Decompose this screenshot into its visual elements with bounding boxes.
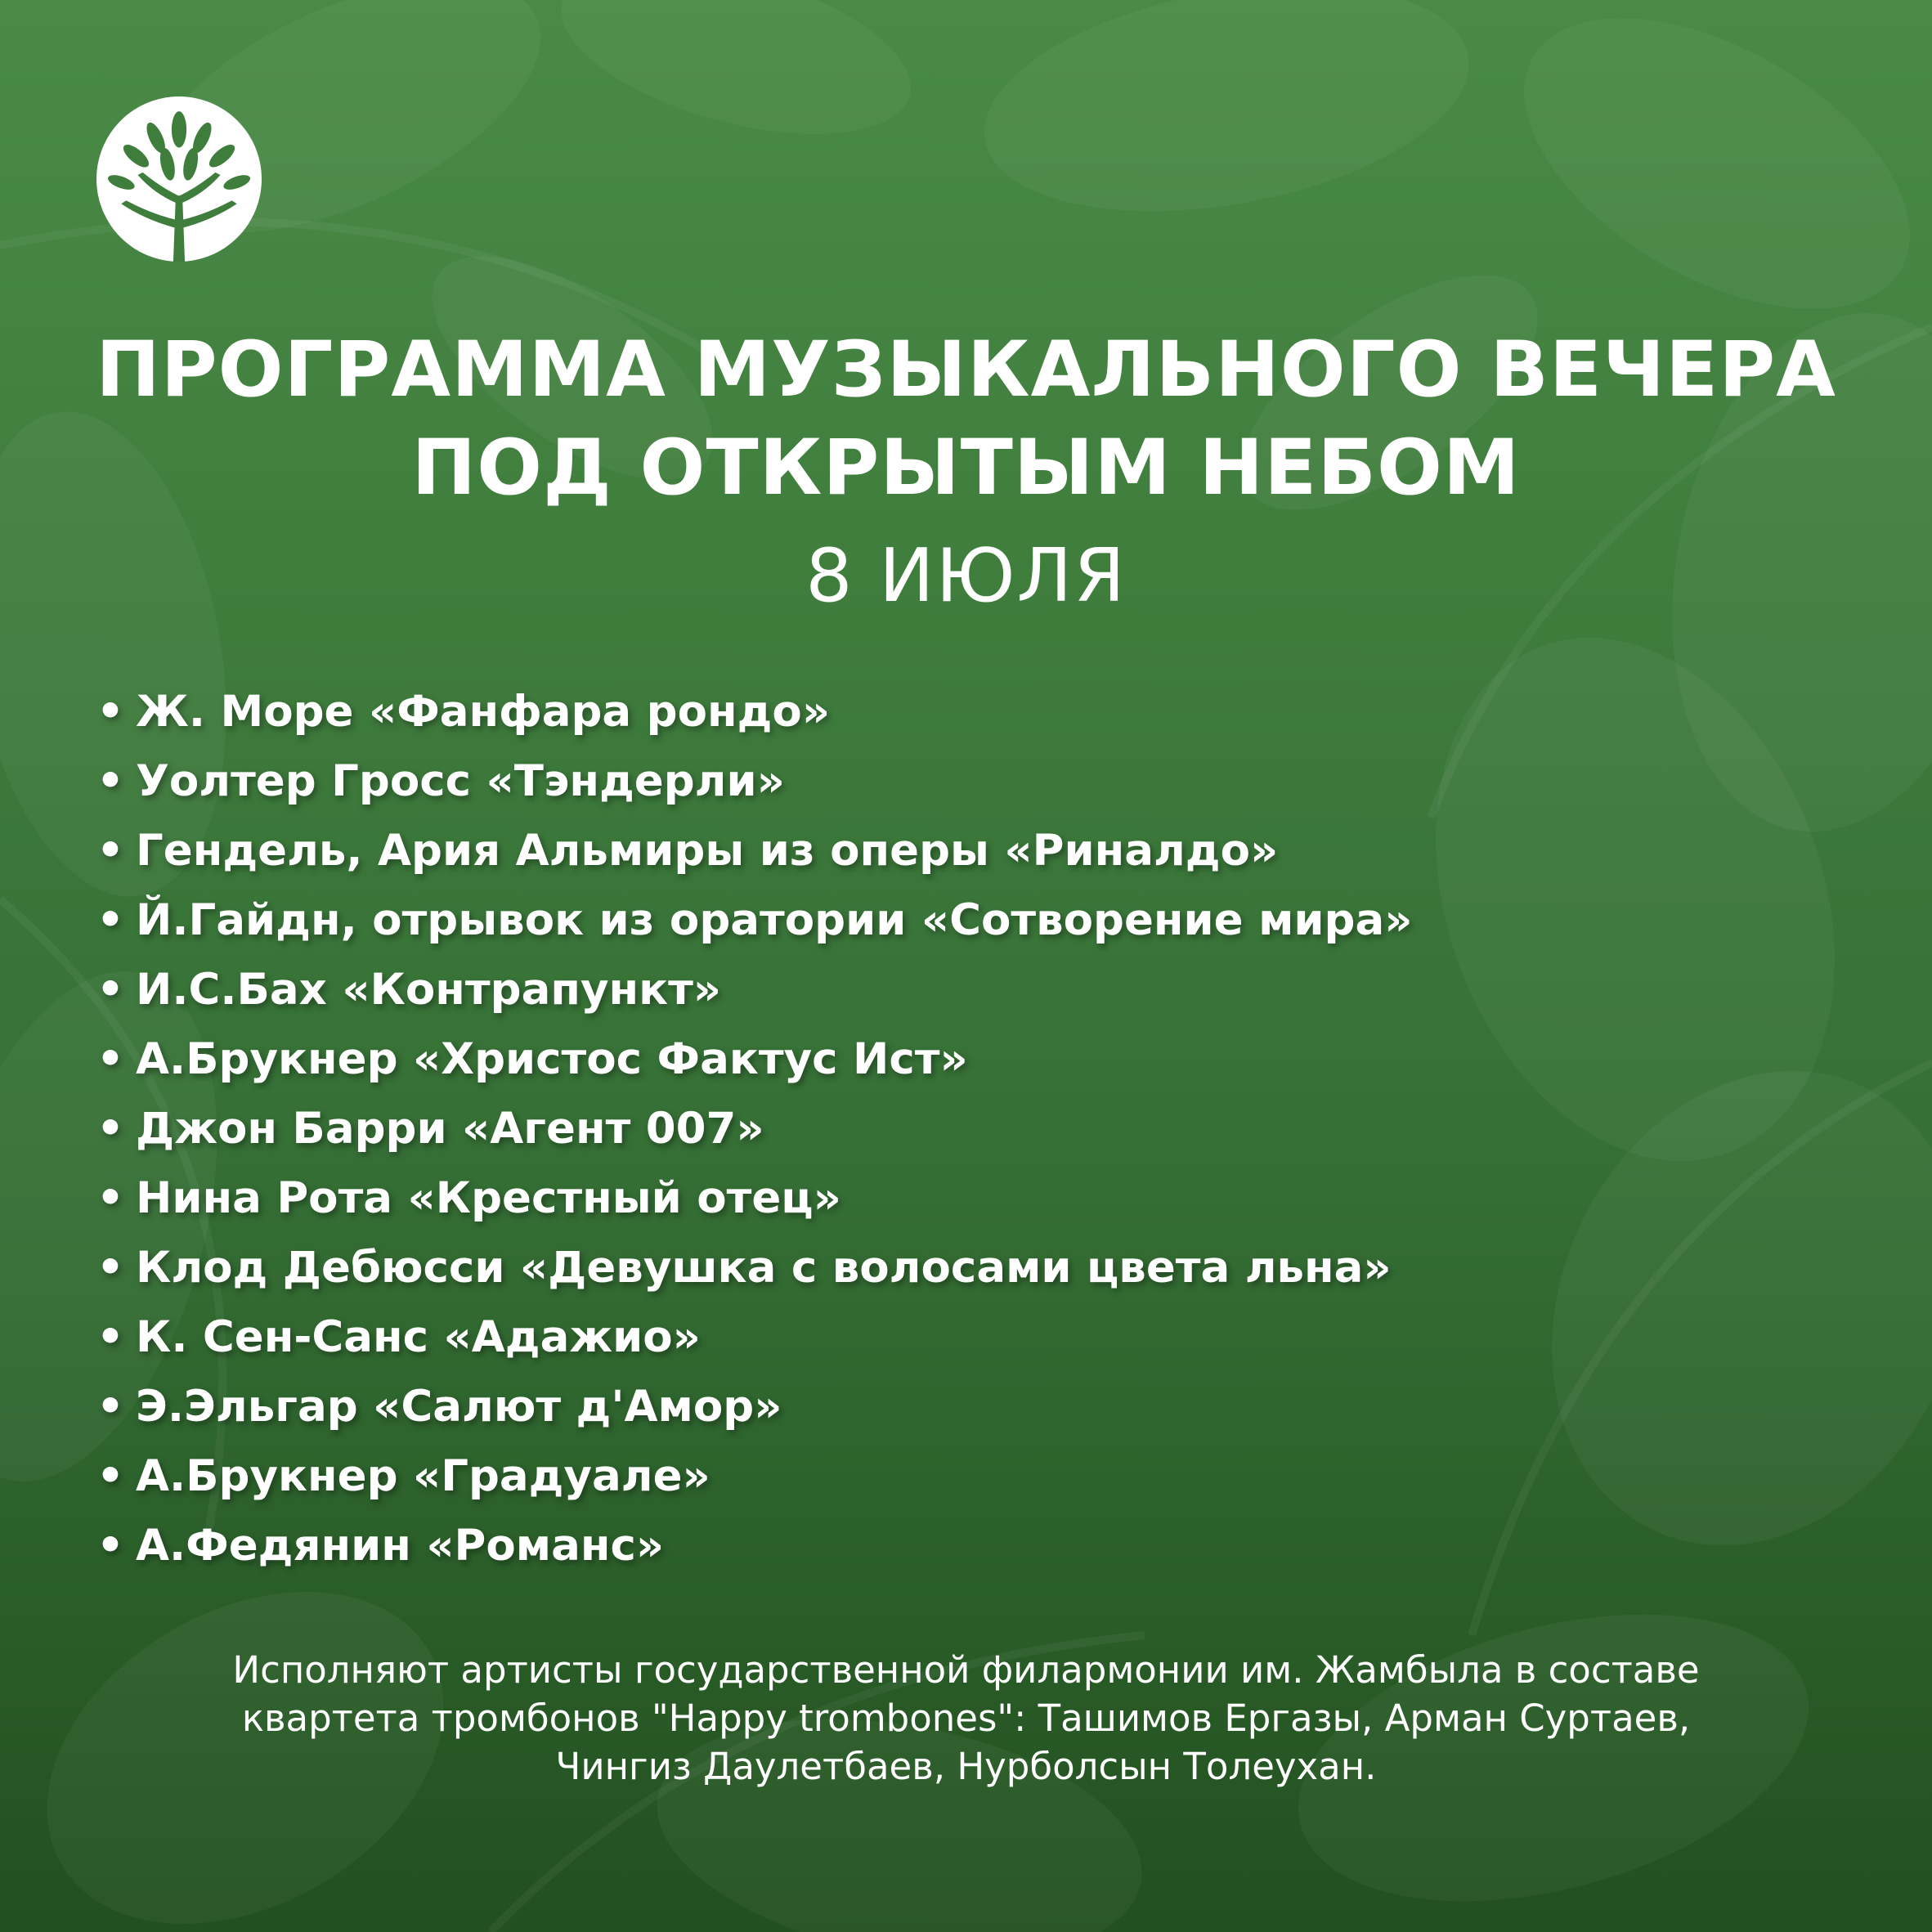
list-item-text: Клод Дебюсси «Девушка с волосами цвета льна»	[136, 1243, 1392, 1293]
list-item-text: К. Сен-Санс «Адажио»	[136, 1312, 701, 1362]
page-title-line1: ПРОГРАММА МУЗЫКАЛЬНОГО ВЕЧЕРА	[96, 325, 1836, 415]
bullet-icon: •	[96, 1173, 124, 1223]
bullet-icon: •	[96, 756, 124, 806]
bullet-icon: •	[96, 687, 124, 737]
list-item-text: Нина Рота «Крестный отец»	[136, 1173, 841, 1223]
page-title-line2: ПОД ОТКРЫТЫМ НЕБОМ	[411, 424, 1521, 513]
list-item	[96, 1163, 1854, 1233]
list-item-text: И.С.Бах «Контрапункт»	[136, 965, 722, 1015]
list-item-text: Гендель, Ария Альмиры из оперы «Риналдо»	[136, 826, 1279, 876]
list-item	[96, 1024, 1854, 1094]
tree-logo-icon	[96, 96, 262, 262]
bullet-icon: •	[96, 895, 124, 945]
list-item	[96, 1233, 1854, 1302]
list-item	[96, 955, 1854, 1024]
list-item	[96, 1094, 1854, 1163]
bullet-icon: •	[96, 1451, 124, 1501]
list-item	[96, 677, 1854, 746]
bullet-icon: •	[96, 826, 124, 876]
list-item-text: Й.Гайдн, отрывок из оратории «Сотворение мира»	[136, 895, 1413, 945]
bullet-icon: •	[96, 1521, 124, 1571]
bullet-icon: •	[96, 1104, 124, 1154]
bullet-icon: •	[96, 1382, 124, 1432]
event-date: 8 ИЮЛЯ	[805, 533, 1127, 619]
list-item-text: А.Брукнер «Христос Фактус Ист»	[136, 1034, 968, 1084]
list-item	[96, 816, 1854, 885]
performers-note	[106, 1646, 1826, 1791]
list-item-text: Джон Барри «Агент 007»	[136, 1104, 764, 1154]
list-item-text: Ж. Море «Фанфара рондо»	[136, 687, 831, 737]
program-list	[96, 677, 1854, 1580]
list-item	[96, 1511, 1854, 1580]
list-item	[96, 746, 1854, 816]
list-item-text: А.Брукнер «Градуале»	[136, 1451, 710, 1501]
list-item	[96, 1302, 1854, 1372]
list-item	[96, 885, 1854, 955]
performers-line3: Чингиз Даулетбаев, Нурболсын Толеухан.	[555, 1745, 1377, 1788]
list-item	[96, 1372, 1854, 1441]
bullet-icon: •	[96, 1034, 124, 1084]
bullet-icon: •	[96, 965, 124, 1015]
list-item-text: Э.Эльгар «Салют д'Амор»	[136, 1382, 782, 1432]
bullet-icon: •	[96, 1243, 124, 1293]
list-item	[96, 1441, 1854, 1511]
performers-line2: квартета тромбонов "Happy trombones": Ташимов Ергазы, Арман Суртаев,	[241, 1697, 1691, 1740]
bullet-icon: •	[96, 1312, 124, 1362]
list-item-text: Уолтер Гросс «Тэндерли»	[136, 756, 785, 806]
list-item-text: А.Федянин «Романс»	[136, 1521, 665, 1571]
performers-line1: Исполняют артисты государственной филармонии им. Жамбыла в составе	[232, 1648, 1700, 1692]
